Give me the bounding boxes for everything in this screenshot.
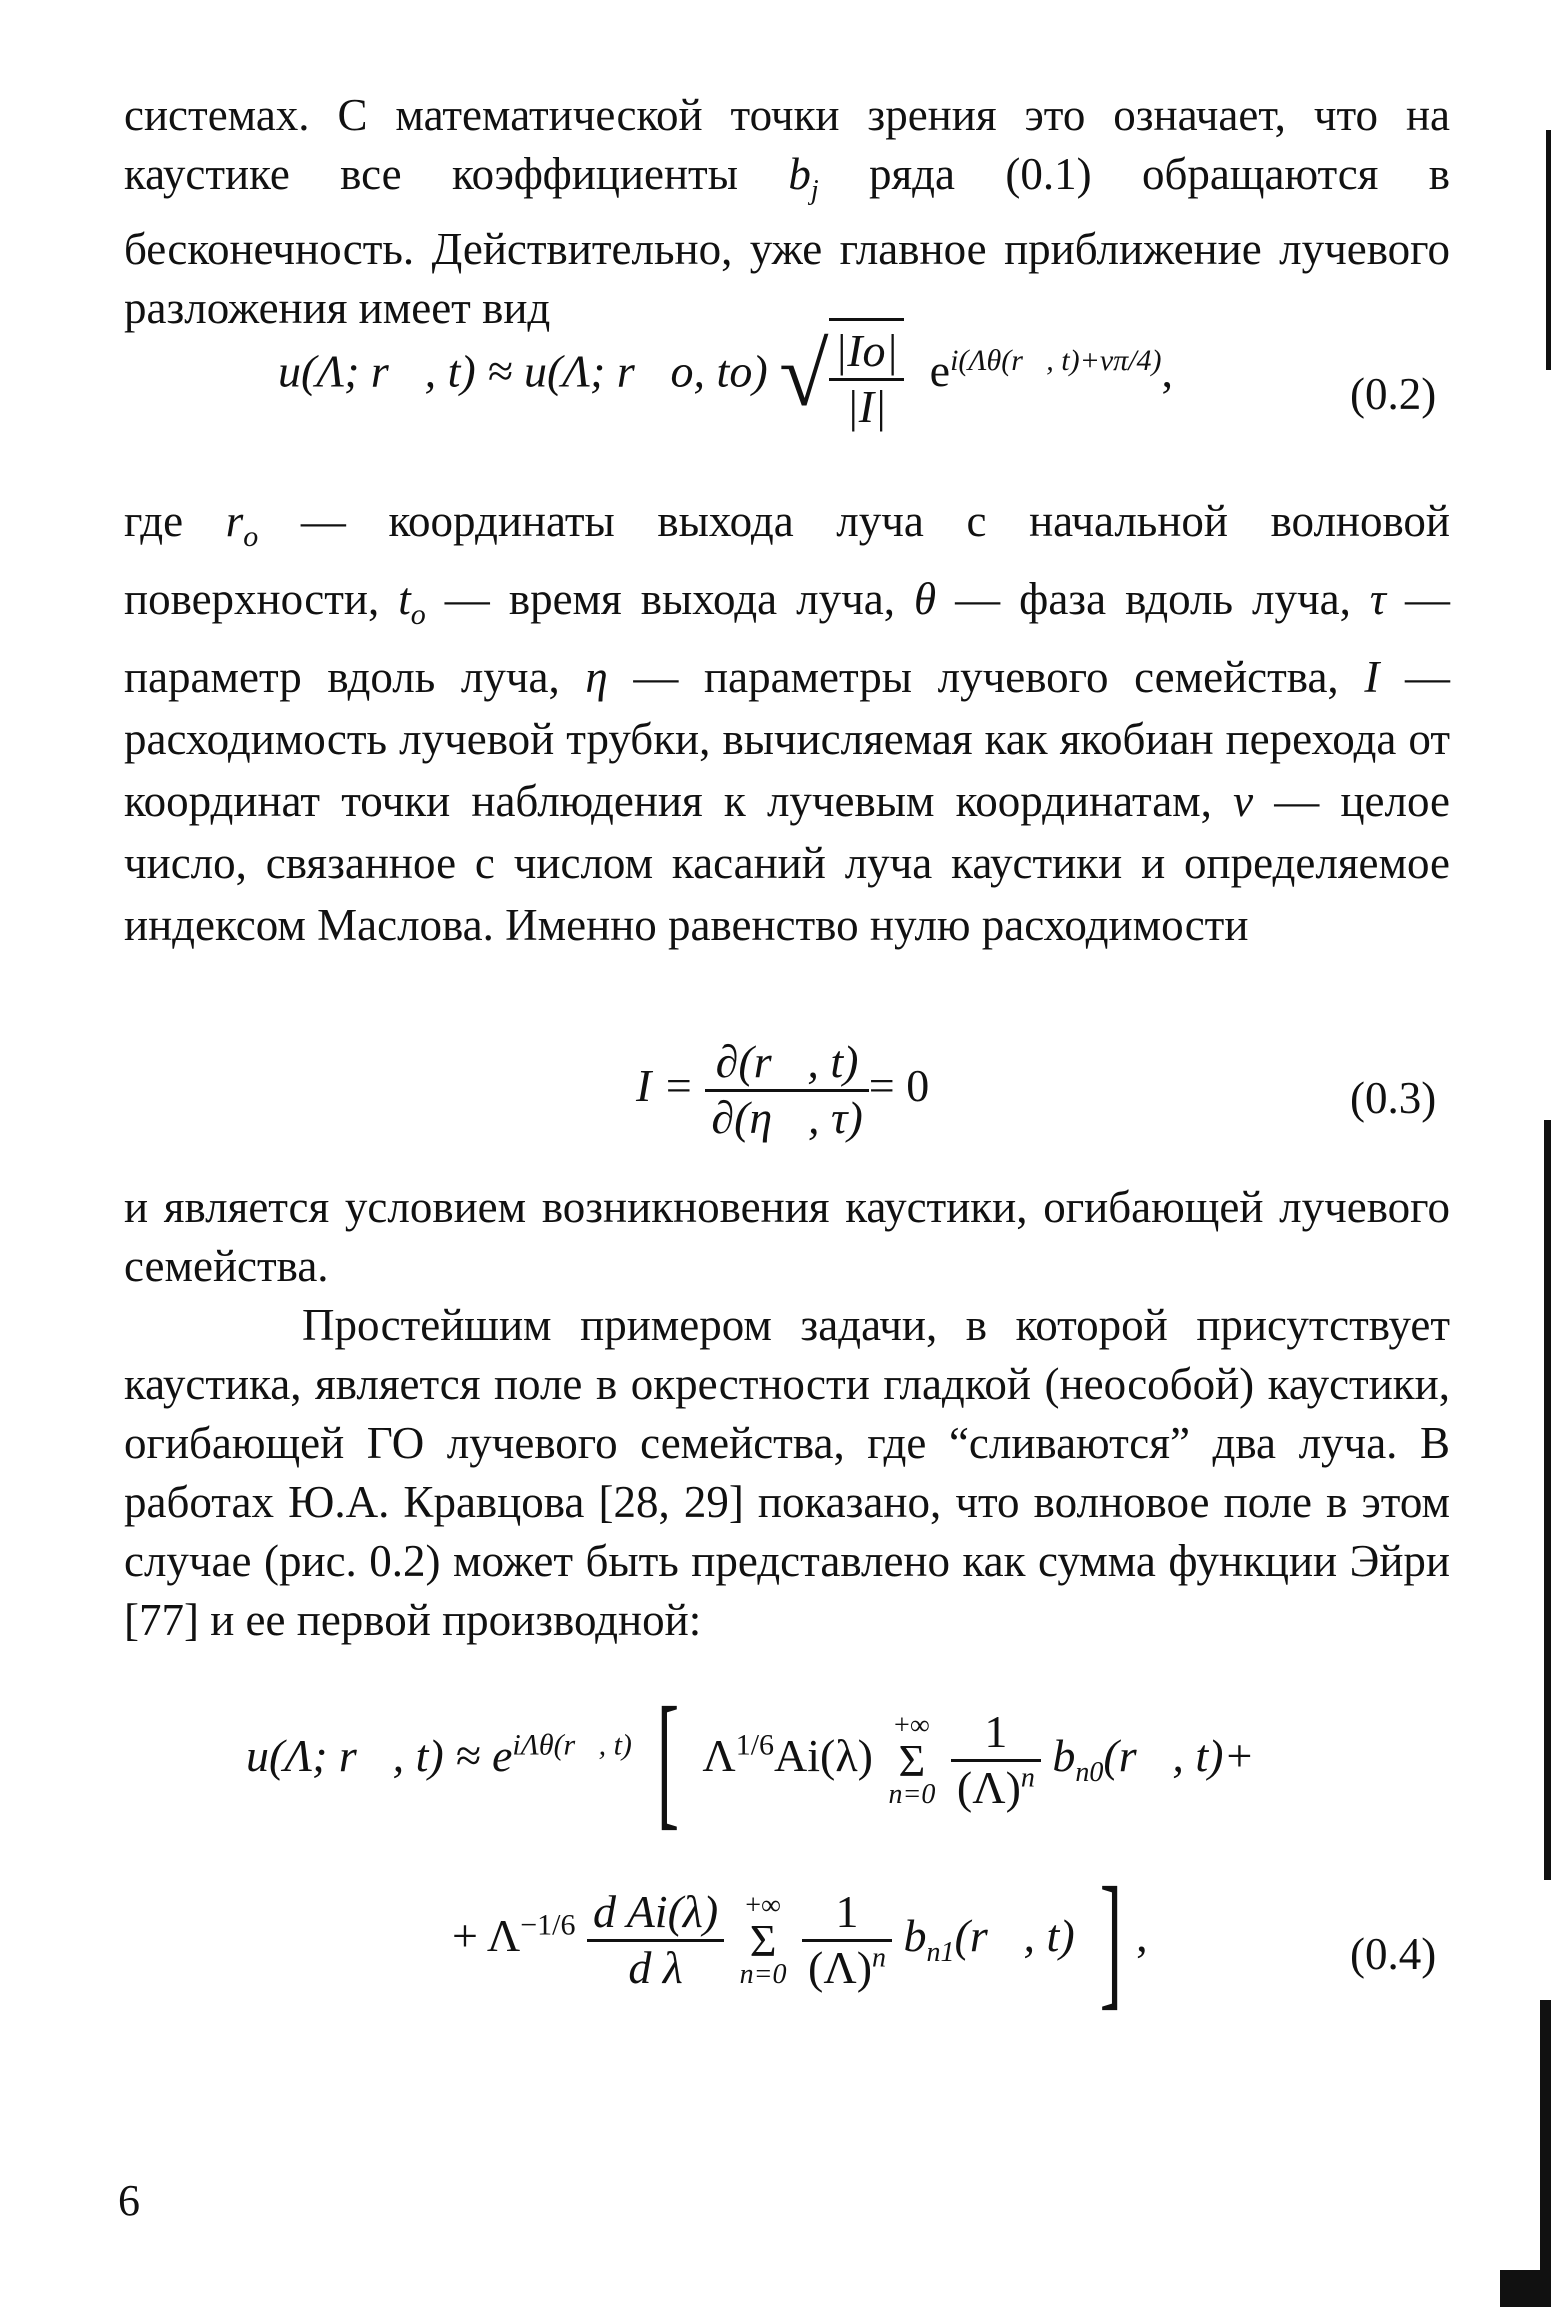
eq3-fraction [705,1036,868,1145]
eq4-lhs: u(Λ; r⃗, t) ≈ e [246,1729,513,1781]
eq3-lhs: I = [636,1059,694,1111]
var-theta: θ [913,574,937,624]
paragraph-1 [124,86,1450,338]
equation-0-4-line-2: + $\Lambda^{-1/6}$ $\frac{\text{d Ai(λ)}}{\text{d λ}}$ +∞ Σ n=0 $\frac{1}{(\Lambda)^n}$ $b_{n1}(r⃗$, t) ] , [452,1857,1148,2024]
eq4-lambda: Λ [702,1729,736,1781]
p2-text-d: — фаза вдоль луча, [936,574,1370,624]
eq4-line2-lambda: + Λ [452,1909,521,1961]
p2-text-g: — расходимость лучевой трубки, вычисляемая как якобиан перехода от координат точки наблюдения к лучевым координатам, [124,652,1451,826]
sum-1-sigma: Σ [898,1734,926,1786]
eq2-lhs: u(Λ; r⃗, t) ≈ u(Λ; r⃗o, to) [278,345,768,397]
eq4-sum-1 [888,1709,936,1811]
paragraph-3 [124,1178,1450,1296]
var-t-sub: o [410,598,426,631]
p2-text-e: — параметр вдоль луча, [124,574,1451,702]
frac-1-num: 1 [951,1706,1041,1762]
var-t: t [398,574,411,624]
eq4-lambda-exp: 1/6 [735,1728,775,1762]
p4-text: Простейшим примером задачи, в которой присутствует каустика, является поле в окрестности гладкой (неособой) каустики, огибающей ГО лучевого семейства, где “сливаются” два луча. В работах Ю.А. Кравцова [28, 29] показано, что волновое поле в этом случае (рис. 0.2) может быть представлено как сумма функции Эйри [77] и ее первой производной: [124,1300,1450,1645]
equation-number-0-4: (0.4) [1350,1929,1437,1979]
eq4-line2-lambda-exp: −1/6 [520,1908,576,1942]
equation-number-0-2: (0.2) [1350,369,1437,419]
eq2-exp-base: e [929,345,951,397]
var-tau: τ [1369,574,1386,624]
scan-edge-mark [1544,1120,1551,1880]
eq4-fraction-2 [802,1886,892,1995]
coef-b-sub: j [810,175,819,206]
p2-text-c: — время выхода луча, [425,574,914,624]
frac-1-den: (Λ) [956,1761,1021,1813]
p1-text-d: ряда (0.1) обращаются в бесконечность. Действительно, уже главное приближение лучевого разложения имеет вид [124,149,1450,333]
p2-text-b: — координаты выхода луча с начальной волновой поверхности, [124,496,1450,624]
frac-1-den-exp: n [1020,1762,1035,1794]
eq2-sqrt-den: |I| [846,380,887,432]
eq2-comma: , [1161,345,1174,397]
sum-2-sigma: Σ [749,1914,777,1966]
p1-text-a: системах. С математической точки зрения это означает, что на каустике все коэффициенты [124,90,1450,199]
eq4-b-2-sub: n1 [926,1937,955,1969]
derivative-den: d λ [628,1941,683,1993]
eq4-b-2: b [903,1909,927,1961]
eq4-fraction-1 [951,1706,1041,1815]
var-I: I [1364,652,1380,702]
var-r-sub: o [243,520,259,553]
scan-corner-mark [1500,2270,1551,2307]
eq4-airy: Ai(λ) [774,1729,873,1781]
p2-text-h: — целое число, связанное с числом касаний луча каустики и определяемое индексом Маслова. Именно равенство нулю расходимости [124,776,1450,950]
eq4-exp: iΛθ(r⃗, t) [512,1728,632,1762]
eq4-line2-tail: (r⃗, t) [954,1909,1075,1961]
scan-edge-mark [1540,2000,1551,2307]
var-r: r [225,496,244,546]
sum-1-bottom: n=0 [888,1779,936,1811]
eq4-line1-tail: (r⃗, t)+ [1103,1729,1255,1781]
eq2-sqrt-num: |Io| [829,325,905,381]
eq4-b-1: b [1052,1729,1076,1781]
scan-edge-mark [1546,130,1551,370]
sum-2-top: +∞ [745,1889,781,1921]
page-number: 6 [118,2176,140,2225]
p2-text-f: — параметры лучевого семейства, [607,652,1365,702]
eq3-rhs: = 0 [868,1059,930,1111]
eq4-derivative [587,1886,724,1995]
p3-text: и является условием возникновения каустики, огибающей лучевого семейства. [124,1182,1450,1291]
var-nu: ν [1233,776,1254,826]
p2-text-a: где [124,496,226,546]
equation-0-2 [278,318,1173,434]
eq2-sqrt-fraction [829,318,905,434]
eq4-sum-2 [739,1889,787,1991]
derivative-num: d Ai(λ) [587,1886,724,1942]
eq3-num: ∂(r⃗, t) [705,1036,868,1092]
frac-2-den-exp: n [872,1942,887,1974]
eq2-exp-power: i(Λθ(r⃗, t)+νπ/4) [950,344,1162,378]
eq3-den: ∂(η⃗, τ) [711,1091,863,1143]
eq4-comma: , [1136,1909,1148,1961]
frac-2-den: (Λ) [808,1941,873,1993]
eq4-b-1-sub: n0 [1075,1757,1104,1789]
frac-2-num: 1 [802,1886,892,1942]
paragraph-2 [124,490,1450,956]
sum-2-bottom: n=0 [739,1959,787,1991]
sum-1-top: +∞ [894,1709,930,1741]
coef-b: b [788,149,811,199]
equation-number-0-3: (0.3) [1350,1073,1437,1123]
sqrt-sign: √ [779,325,829,425]
paragraph-4 [124,1296,1450,1650]
var-eta: η [585,652,608,702]
equation-0-3 [636,1036,929,1145]
equation-0-4-line-1: u(Λ; r⃗, $t) \approx e^{i\Lambda\theta(r⃗, t)}$ [ $\Lambda^{1/6}Ai(\lambda)$ +∞ Σ n=0 $\frac{1}{(\Lambda)^n}$ $b_{n0}(r⃗$, t)+ [246,1677,1255,1844]
